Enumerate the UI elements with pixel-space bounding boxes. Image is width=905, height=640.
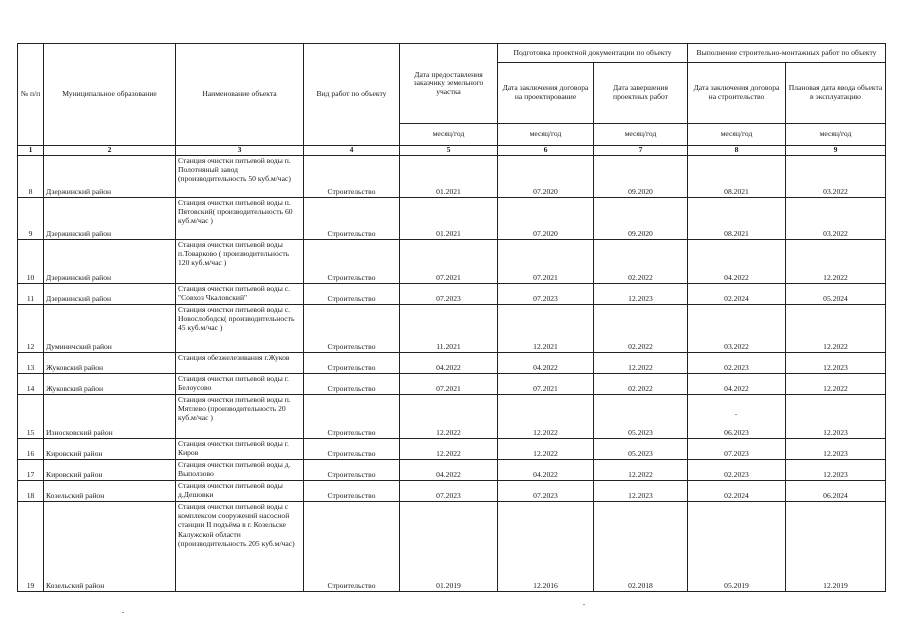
build-contract-date-cell: 03.2022 bbox=[688, 305, 786, 353]
design-done-date-cell: 09.2020 bbox=[594, 198, 688, 240]
unit-label: месяц/год bbox=[594, 124, 688, 146]
design-done-date-cell: 02.2022 bbox=[594, 240, 688, 284]
design-contract-date-cell: 07.2020 bbox=[498, 198, 594, 240]
municipality-cell: Думиничский район bbox=[44, 305, 176, 353]
unit-label: месяц/год bbox=[498, 124, 594, 146]
column-number: 2 bbox=[44, 146, 176, 156]
municipality-cell: Козельский район bbox=[44, 502, 176, 592]
header-object: Наименование объекта bbox=[176, 44, 304, 146]
design-contract-date-cell: 04.2022 bbox=[498, 353, 594, 374]
design-done-date-cell: 09.2020 bbox=[594, 156, 688, 198]
commission-date-cell: 12.2019 bbox=[786, 502, 886, 592]
work-type-cell: Строительство bbox=[304, 481, 400, 502]
design-done-date-cell: 12.2023 bbox=[594, 284, 688, 305]
design-done-date-cell: 02.2018 bbox=[594, 502, 688, 592]
table-row bbox=[18, 395, 886, 439]
design-done-date-cell: 05.2023 bbox=[594, 395, 688, 439]
build-contract-date-cell: 04.2022 bbox=[688, 374, 786, 395]
work-type-cell: Строительство bbox=[304, 284, 400, 305]
header-land-date: Дата предоставления заказчику земельного участка bbox=[400, 44, 498, 124]
table-row bbox=[18, 156, 886, 198]
land-date-cell: 04.2022 bbox=[400, 460, 498, 481]
commission-date-cell: 05.2024 bbox=[786, 284, 886, 305]
municipality-cell: Дзержинский район bbox=[44, 198, 176, 240]
object-name-cell: Станция очистки питьевой воды г. Киров bbox=[176, 439, 304, 460]
column-number: 5 bbox=[400, 146, 498, 156]
object-name-cell: Станция очистки питьевой воды п. Мятлево (производительность 20 куб.м/час ) bbox=[176, 395, 304, 439]
object-name-cell: Станция очистки питьевой воды п.Товарково ( производительность 120 куб.м/час ) bbox=[176, 240, 304, 284]
object-name-cell: Станция очистки питьевой воды п. Пятовский( производительность 60 куб.м/час ) bbox=[176, 198, 304, 240]
header-design-contract: Дата заключения договора на проектирование bbox=[498, 63, 594, 124]
commission-date-cell: 12.2022 bbox=[786, 305, 886, 353]
land-date-cell: 11.2021 bbox=[400, 305, 498, 353]
work-type-cell: Строительство bbox=[304, 305, 400, 353]
object-name-cell: Станция очистки питьевой воды с. Новослободск( производительность 45 куб.м/час ) bbox=[176, 305, 304, 353]
design-contract-date-cell: 07.2020 bbox=[498, 156, 594, 198]
build-contract-date-cell: 05.2019 bbox=[688, 502, 786, 592]
header-work-type: Вид работ по объекту bbox=[304, 44, 400, 146]
table-row bbox=[18, 240, 886, 284]
table-row bbox=[18, 353, 886, 374]
municipality-cell: Жуковский район bbox=[44, 374, 176, 395]
table-row bbox=[18, 502, 886, 592]
work-type-cell: Строительство bbox=[304, 198, 400, 240]
unit-label: месяц/год bbox=[786, 124, 886, 146]
header-group-construction: Выполнение строительно-монтажных работ по объекту bbox=[688, 44, 886, 63]
unit-label: месяц/год bbox=[400, 124, 498, 146]
table-body bbox=[18, 156, 886, 592]
row-number: 19 bbox=[18, 502, 44, 592]
commission-date-cell: 03.2022 bbox=[786, 156, 886, 198]
row-number: 17 bbox=[18, 460, 44, 481]
table-row bbox=[18, 284, 886, 305]
design-contract-date-cell: 12.2016 bbox=[498, 502, 594, 592]
header-design-done: Дата завершения проектных работ bbox=[594, 63, 688, 124]
column-number: 8 bbox=[688, 146, 786, 156]
unit-label: месяц/год bbox=[688, 124, 786, 146]
design-contract-date-cell: 07.2023 bbox=[498, 284, 594, 305]
column-number: 7 bbox=[594, 146, 688, 156]
land-date-cell: 07.2023 bbox=[400, 481, 498, 502]
table-row bbox=[18, 198, 886, 240]
row-number: 18 bbox=[18, 481, 44, 502]
row-number: 12 bbox=[18, 305, 44, 353]
build-contract-date-cell: 06.2023 bbox=[688, 395, 786, 439]
build-contract-date-cell: 08.2021 bbox=[688, 156, 786, 198]
object-name-cell: Станция очистки питьевой воды д. Выползово bbox=[176, 460, 304, 481]
design-contract-date-cell: 07.2023 bbox=[498, 481, 594, 502]
design-done-date-cell: 02.2022 bbox=[594, 305, 688, 353]
land-date-cell: 12.2022 bbox=[400, 439, 498, 460]
build-contract-date-cell: 02.2024 bbox=[688, 481, 786, 502]
design-contract-date-cell: 12.2022 bbox=[498, 395, 594, 439]
scan-speck bbox=[583, 604, 585, 605]
scan-speck bbox=[122, 612, 124, 613]
row-number: 16 bbox=[18, 439, 44, 460]
commission-date-cell: 12.2022 bbox=[786, 374, 886, 395]
commission-date-cell: 03.2022 bbox=[786, 198, 886, 240]
table-row bbox=[18, 374, 886, 395]
table-row bbox=[18, 460, 886, 481]
work-type-cell: Строительство bbox=[304, 439, 400, 460]
work-type-cell: Строительство bbox=[304, 395, 400, 439]
table-row bbox=[18, 481, 886, 502]
column-number: 3 bbox=[176, 146, 304, 156]
municipality-cell: Дзержинский район bbox=[44, 284, 176, 305]
work-type-cell: Строительство bbox=[304, 156, 400, 198]
design-done-date-cell: 12.2022 bbox=[594, 353, 688, 374]
land-date-cell: 07.2021 bbox=[400, 374, 498, 395]
land-date-cell: 04.2022 bbox=[400, 353, 498, 374]
municipality-cell: Дзержинский район bbox=[44, 240, 176, 284]
work-type-cell: Строительство bbox=[304, 353, 400, 374]
land-date-cell: 12.2022 bbox=[400, 395, 498, 439]
table-header bbox=[18, 44, 886, 156]
row-number: 14 bbox=[18, 374, 44, 395]
scan-speck bbox=[735, 414, 737, 415]
commission-date-cell: 06.2024 bbox=[786, 481, 886, 502]
work-type-cell: Строительство bbox=[304, 502, 400, 592]
municipality-cell: Кировский район bbox=[44, 439, 176, 460]
work-type-cell: Строительство bbox=[304, 240, 400, 284]
object-name-cell: Станция обезжелезивания г.Жуков bbox=[176, 353, 304, 374]
table-row bbox=[18, 305, 886, 353]
document-sheet bbox=[17, 43, 885, 592]
row-number: 11 bbox=[18, 284, 44, 305]
header-municipality: Муниципальное образование bbox=[44, 44, 176, 146]
design-contract-date-cell: 07.2021 bbox=[498, 240, 594, 284]
build-contract-date-cell: 02.2023 bbox=[688, 460, 786, 481]
row-number: 9 bbox=[18, 198, 44, 240]
commission-date-cell: 12.2023 bbox=[786, 460, 886, 481]
municipality-cell: Дзержинский район bbox=[44, 156, 176, 198]
design-contract-date-cell: 04.2022 bbox=[498, 460, 594, 481]
object-name-cell: Станция очистки питьевой воды с комплексом сооружений насосной станции II подъёма в г. Козельске Калужской области (производительность 205 куб.м/час) bbox=[176, 502, 304, 592]
header-no: № п/п bbox=[18, 44, 44, 146]
design-contract-date-cell: 12.2021 bbox=[498, 305, 594, 353]
build-contract-date-cell: 02.2023 bbox=[688, 353, 786, 374]
build-contract-date-cell: 07.2023 bbox=[688, 439, 786, 460]
land-date-cell: 01.2019 bbox=[400, 502, 498, 592]
column-number: 4 bbox=[304, 146, 400, 156]
schedule-table bbox=[17, 43, 886, 592]
object-name-cell: Станция очистки питьевой воды д.Дешовки bbox=[176, 481, 304, 502]
row-number: 8 bbox=[18, 156, 44, 198]
column-number: 1 bbox=[18, 146, 44, 156]
design-done-date-cell: 12.2022 bbox=[594, 460, 688, 481]
design-done-date-cell: 12.2023 bbox=[594, 481, 688, 502]
table-row bbox=[18, 439, 886, 460]
column-number: 9 bbox=[786, 146, 886, 156]
land-date-cell: 07.2023 bbox=[400, 284, 498, 305]
work-type-cell: Строительство bbox=[304, 460, 400, 481]
build-contract-date-cell: 08.2021 bbox=[688, 198, 786, 240]
municipality-cell: Износковский район bbox=[44, 395, 176, 439]
build-contract-date-cell: 02.2024 bbox=[688, 284, 786, 305]
row-number: 10 bbox=[18, 240, 44, 284]
row-number: 15 bbox=[18, 395, 44, 439]
column-number: 6 bbox=[498, 146, 594, 156]
header-commission: Плановая дата ввода объекта в эксплуатацию bbox=[786, 63, 886, 124]
design-done-date-cell: 02.2022 bbox=[594, 374, 688, 395]
land-date-cell: 01.2021 bbox=[400, 156, 498, 198]
object-name-cell: Станция очистки питьевой воды с. "Совхоз Чкаловский" bbox=[176, 284, 304, 305]
header-group-design: Подготовка проектной документации по объекту bbox=[498, 44, 688, 63]
design-contract-date-cell: 12.2022 bbox=[498, 439, 594, 460]
header-build-contract: Дата заключения договора на строительство bbox=[688, 63, 786, 124]
commission-date-cell: 12.2023 bbox=[786, 395, 886, 439]
design-contract-date-cell: 07.2021 bbox=[498, 374, 594, 395]
commission-date-cell: 12.2023 bbox=[786, 439, 886, 460]
land-date-cell: 07.2021 bbox=[400, 240, 498, 284]
row-number: 13 bbox=[18, 353, 44, 374]
land-date-cell: 01.2021 bbox=[400, 198, 498, 240]
commission-date-cell: 12.2022 bbox=[786, 240, 886, 284]
object-name-cell: Станция очистки питьевой воды п. Полотняный завод (производительность 50 куб.м/час) bbox=[176, 156, 304, 198]
commission-date-cell: 12.2023 bbox=[786, 353, 886, 374]
municipality-cell: Жуковский район bbox=[44, 353, 176, 374]
municipality-cell: Козельский район bbox=[44, 481, 176, 502]
column-number-row bbox=[18, 146, 886, 156]
work-type-cell: Строительство bbox=[304, 374, 400, 395]
object-name-cell: Станция очистки питьевой воды г. Белоусово bbox=[176, 374, 304, 395]
design-done-date-cell: 05.2023 bbox=[594, 439, 688, 460]
municipality-cell: Кировский район bbox=[44, 460, 176, 481]
build-contract-date-cell: 04.2022 bbox=[688, 240, 786, 284]
